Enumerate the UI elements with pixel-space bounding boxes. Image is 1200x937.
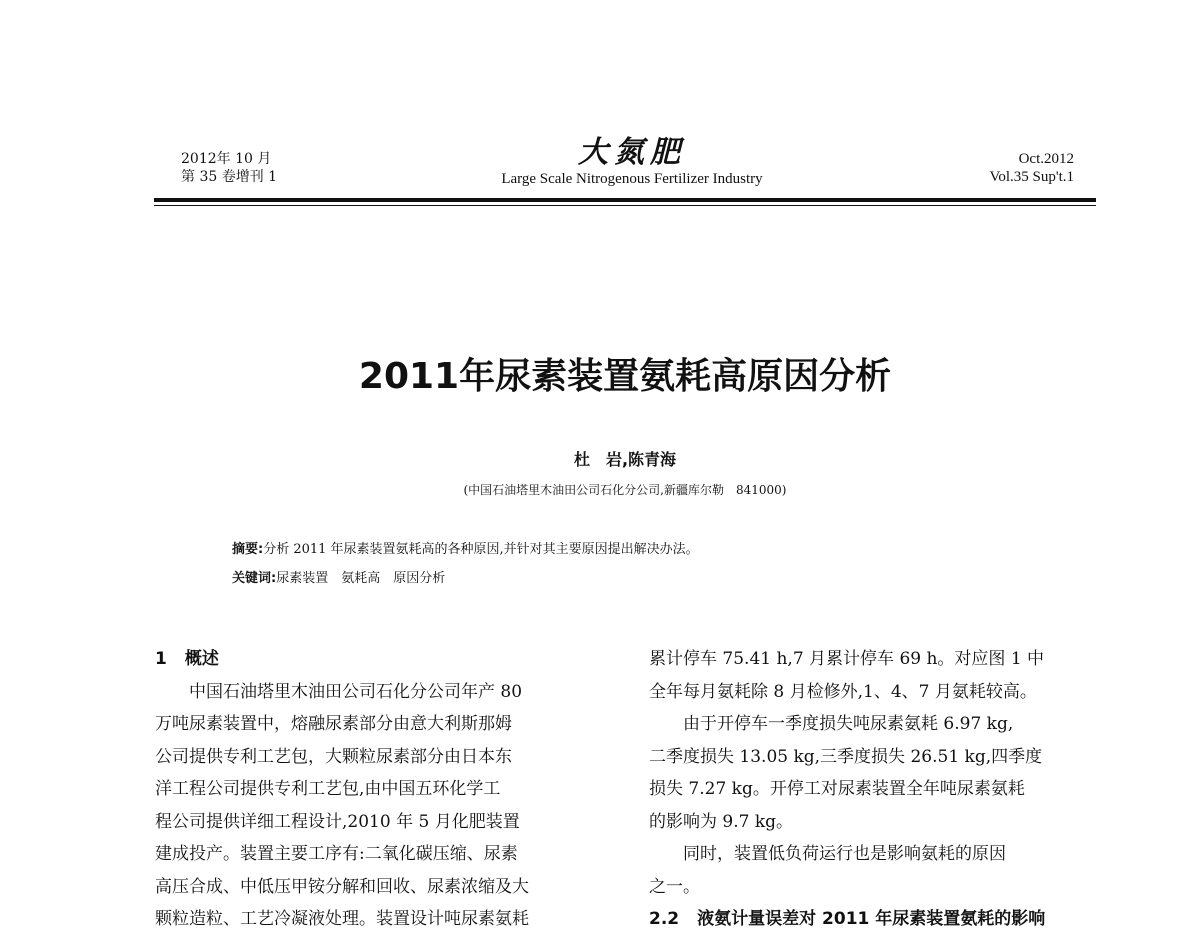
- journal-name-en: Large Scale Nitrogenous Fertilizer Industry: [501, 171, 763, 187]
- header-left: [181, 150, 277, 186]
- paragraph-line: 程公司提供详细工程设计,2010 年 5 月化肥装置: [155, 811, 520, 832]
- article-title: 2011年尿素装置氨耗高原因分析: [358, 356, 892, 397]
- paragraph-line: 颗粒造粒、工艺冷凝液处理。装置设计吨尿素氨耗: [155, 909, 529, 929]
- header-right: [989, 150, 1074, 186]
- keywords-label: 关键词:: [232, 571, 277, 586]
- paragraph-line: 累计停车 75.41 h,7 月累计停车 69 h。对应图 1 中: [649, 649, 1045, 669]
- issue-date-en: Oct.2012: [1018, 151, 1074, 167]
- article-affiliation: (中国石油塔里木油田公司石化分公司,新疆库尔勒 841000): [463, 483, 787, 497]
- paragraph-line: 公司提供专利工艺包，大颗粒尿素部分由日本东: [155, 746, 512, 767]
- abstract-label: 摘要:: [232, 542, 264, 557]
- section-heading-2-2: [649, 903, 1101, 936]
- section-number: 2.2: [649, 909, 680, 929]
- body-right-column: [649, 643, 1101, 936]
- paragraph-line: 同时，装置低负荷运行也是影响氨耗的原因: [683, 844, 1006, 864]
- header-rule-thick: [154, 198, 1096, 202]
- section-title: 液氨计量误差对 2011 年尿素装置氨耗的影响: [697, 909, 1046, 929]
- paragraph-line: 损失 7.27 kg。开停工对尿素装置全年吨尿素氨耗: [649, 779, 1025, 799]
- issue-volume-en: Vol.35 Sup't.1: [989, 169, 1074, 185]
- abstract-text: 分析 2011 年尿素装置氨耗高的各种原因,并针对其主要原因提出解决办法。: [263, 542, 699, 557]
- section-title: 概述: [184, 649, 219, 669]
- paragraph-line: 中国石油塔里木油田公司石化分公司年产 80: [189, 681, 523, 702]
- abstract: [232, 541, 699, 559]
- paragraph-line: 由于开停车一季度损失吨尿素氨耗 6.97 kg,: [683, 714, 1014, 734]
- keywords-text: 尿素装置 氨耗高 原因分析: [276, 571, 446, 586]
- paragraph-line: 之一。: [649, 876, 700, 897]
- paragraph-line: 二季度损失 13.05 kg,三季度损失 26.51 kg,四季度: [649, 746, 1043, 767]
- paragraph-line: 洋工程公司提供专利工艺包,由中国五环化学工: [155, 779, 501, 799]
- keywords: [232, 570, 445, 588]
- paragraph-line: 万吨尿素装置中，熔融尿素部分由意大利斯那姆: [155, 714, 512, 734]
- journal-logo: 大氮肥: [578, 135, 686, 170]
- section-heading-1: [155, 643, 607, 676]
- body-left-column: [155, 643, 607, 936]
- journal-masthead: [440, 136, 824, 188]
- article-authors: 杜 岩,陈青海: [573, 450, 677, 469]
- issue-volume-cn: 第 35 卷增刊 1: [181, 169, 278, 185]
- issue-date-cn: 2012年 10 月: [181, 151, 272, 167]
- paragraph-line: 全年每月氨耗除 8 月检修外,1、4、7 月氨耗较高。: [649, 681, 1037, 702]
- section-number: 1: [155, 649, 167, 669]
- header-rule-thin: [154, 205, 1096, 206]
- paragraph-line: 建成投产。装置主要工序有:二氧化碳压缩、尿素: [155, 844, 518, 864]
- paragraph-line: 高压合成、中低压甲铵分解和回收、尿素浓缩及大: [155, 876, 529, 897]
- paragraph-line: 的影响为 9.7 kg。: [649, 811, 794, 832]
